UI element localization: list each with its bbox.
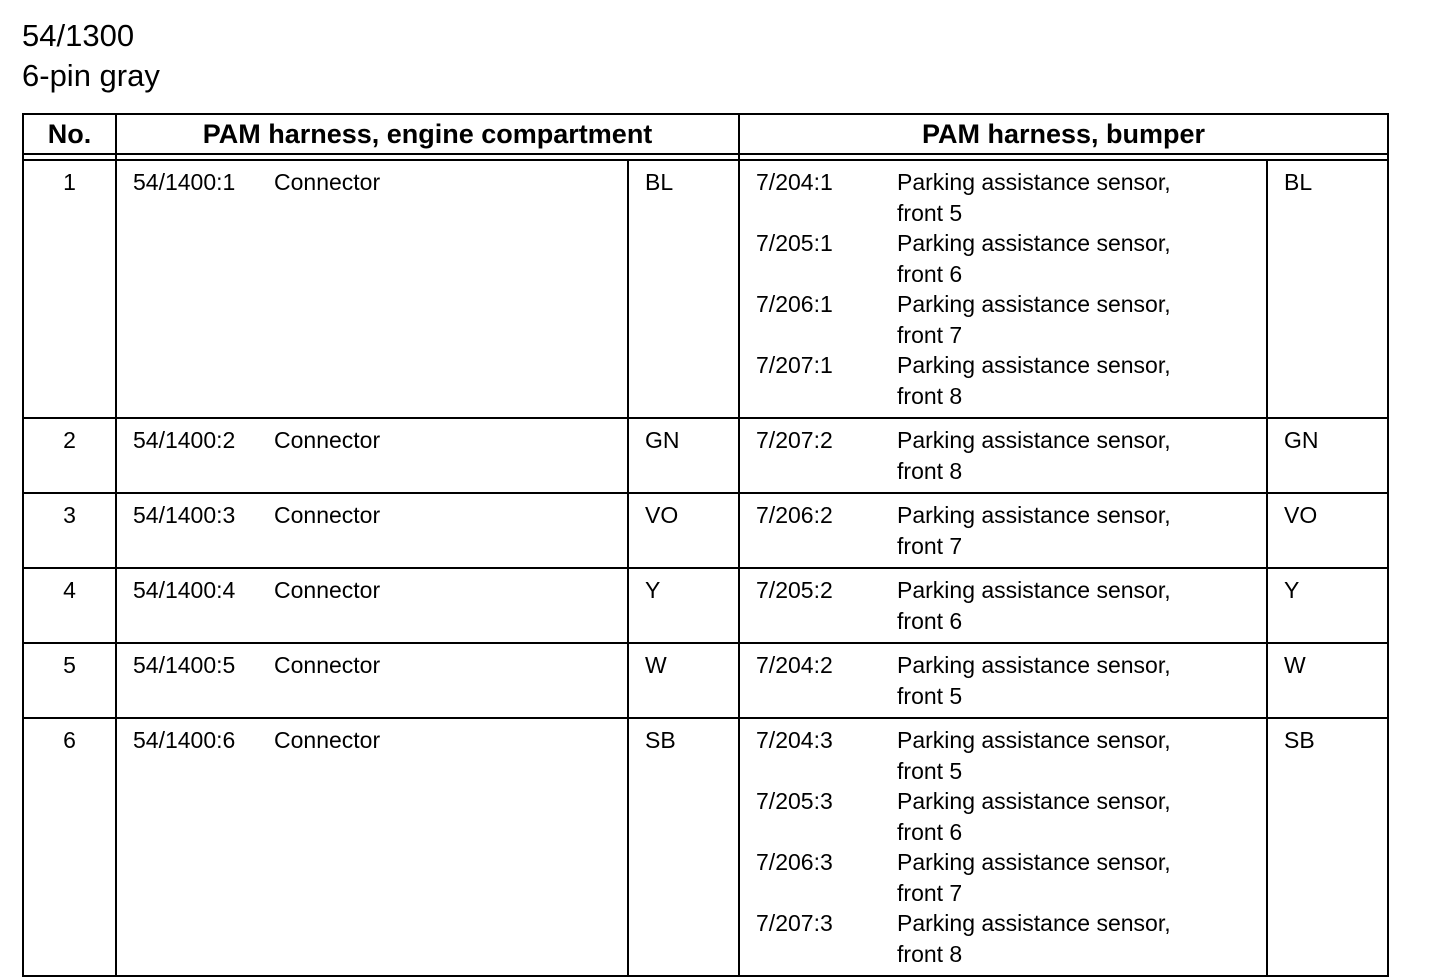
connector-description: 6-pin gray (22, 58, 160, 93)
source-description: Connector (274, 502, 381, 528)
target-line2: front 7 (897, 532, 963, 559)
target-wire-color: SB (1267, 718, 1388, 976)
pin-number: 3 (23, 493, 116, 568)
source-code: 54/1400:5 (133, 652, 236, 678)
target-line1: Parking assistance sensor, (897, 727, 1171, 753)
target-entry (740, 908, 1266, 969)
target-cell (739, 643, 1267, 718)
target-line2: front 6 (897, 260, 963, 287)
source-code: 54/1400:1 (133, 169, 236, 195)
source-cell (116, 160, 628, 418)
source-description: Connector (274, 727, 381, 753)
target-code: 7/205:1 (756, 230, 833, 256)
target-wire-color: BL (1267, 160, 1388, 418)
target-code: 7/204:1 (756, 169, 833, 195)
target-entry (740, 847, 1266, 908)
target-line1: Parking assistance sensor, (897, 788, 1171, 814)
source-code: 54/1400:3 (133, 502, 236, 528)
target-code: 7/206:2 (756, 502, 833, 528)
target-line2: front 6 (897, 818, 963, 845)
target-entry (740, 500, 1266, 561)
source-cell (116, 493, 628, 568)
target-description (897, 575, 1171, 636)
table-row (23, 643, 1388, 718)
source-code: 54/1400:6 (133, 727, 236, 753)
target-line1: Parking assistance sensor, (897, 169, 1171, 195)
header-left: PAM harness, engine compartment (116, 114, 739, 154)
target-description (897, 500, 1171, 561)
target-description (897, 650, 1171, 711)
target-entry (740, 786, 1266, 847)
target-code: 7/204:3 (756, 727, 833, 753)
target-cell (739, 160, 1267, 418)
target-entry (740, 289, 1266, 350)
target-description (897, 350, 1171, 411)
target-cell (739, 418, 1267, 493)
source-description: Connector (274, 427, 381, 453)
table-row (23, 493, 1388, 568)
table-row (23, 718, 1388, 976)
source-description: Connector (274, 169, 381, 195)
source-cell (116, 643, 628, 718)
page-title (22, 16, 160, 96)
target-entry (740, 350, 1266, 411)
target-line2: front 7 (897, 321, 963, 348)
source-code: 54/1400:4 (133, 577, 236, 603)
target-line1: Parking assistance sensor, (897, 291, 1171, 317)
target-code: 7/205:2 (756, 577, 833, 603)
source-cell (116, 568, 628, 643)
source-description: Connector (274, 577, 381, 603)
source-wire-color: SB (628, 718, 739, 976)
pin-number: 5 (23, 643, 116, 718)
pin-number: 1 (23, 160, 116, 418)
source-cell (116, 418, 628, 493)
target-cell (739, 718, 1267, 976)
target-line1: Parking assistance sensor, (897, 849, 1171, 875)
pin-number: 4 (23, 568, 116, 643)
target-line2: front 7 (897, 879, 963, 906)
source-code: 54/1400:2 (133, 427, 236, 453)
target-entry (740, 725, 1266, 786)
target-code: 7/206:1 (756, 291, 833, 317)
pin-number: 2 (23, 418, 116, 493)
target-line2: front 6 (897, 607, 963, 634)
target-description (897, 786, 1171, 847)
target-entry (740, 650, 1266, 711)
target-wire-color: GN (1267, 418, 1388, 493)
target-line1: Parking assistance sensor, (897, 352, 1171, 378)
source-wire-color: W (628, 643, 739, 718)
table-row (23, 568, 1388, 643)
target-code: 7/207:3 (756, 910, 833, 936)
target-entry (740, 228, 1266, 289)
target-wire-color: Y (1267, 568, 1388, 643)
target-description (897, 289, 1171, 350)
source-wire-color: Y (628, 568, 739, 643)
target-line1: Parking assistance sensor, (897, 502, 1171, 528)
header-row (23, 114, 1388, 154)
target-line2: front 5 (897, 757, 963, 784)
pin-table-body (23, 160, 1388, 976)
target-code: 7/204:2 (756, 652, 833, 678)
header-no: No. (23, 114, 116, 154)
target-entry (740, 167, 1266, 228)
target-description (897, 847, 1171, 908)
source-wire-color: GN (628, 418, 739, 493)
source-cell (116, 718, 628, 976)
connector-id: 54/1300 (22, 18, 135, 53)
target-description (897, 725, 1171, 786)
header-right: PAM harness, bumper (739, 114, 1388, 154)
target-line2: front 8 (897, 940, 963, 967)
target-line1: Parking assistance sensor, (897, 230, 1171, 256)
target-cell (739, 493, 1267, 568)
pin-number: 6 (23, 718, 116, 976)
target-wire-color: W (1267, 643, 1388, 718)
target-description (897, 908, 1171, 969)
target-entry (740, 575, 1266, 636)
source-wire-color: VO (628, 493, 739, 568)
target-line2: front 5 (897, 199, 963, 226)
table-row (23, 160, 1388, 418)
table-row (23, 418, 1388, 493)
target-wire-color: VO (1267, 493, 1388, 568)
target-line2: front 5 (897, 682, 963, 709)
target-cell (739, 568, 1267, 643)
target-line1: Parking assistance sensor, (897, 427, 1171, 453)
target-line1: Parking assistance sensor, (897, 652, 1171, 678)
target-line2: front 8 (897, 457, 963, 484)
pin-table (22, 113, 1389, 977)
target-code: 7/206:3 (756, 849, 833, 875)
target-line2: front 8 (897, 382, 963, 409)
target-description (897, 228, 1171, 289)
target-line1: Parking assistance sensor, (897, 910, 1171, 936)
target-code: 7/207:2 (756, 427, 833, 453)
target-line1: Parking assistance sensor, (897, 577, 1171, 603)
target-code: 7/207:1 (756, 352, 833, 378)
target-entry (740, 425, 1266, 486)
source-description: Connector (274, 652, 381, 678)
source-wire-color: BL (628, 160, 739, 418)
target-code: 7/205:3 (756, 788, 833, 814)
target-description (897, 167, 1171, 228)
target-description (897, 425, 1171, 486)
